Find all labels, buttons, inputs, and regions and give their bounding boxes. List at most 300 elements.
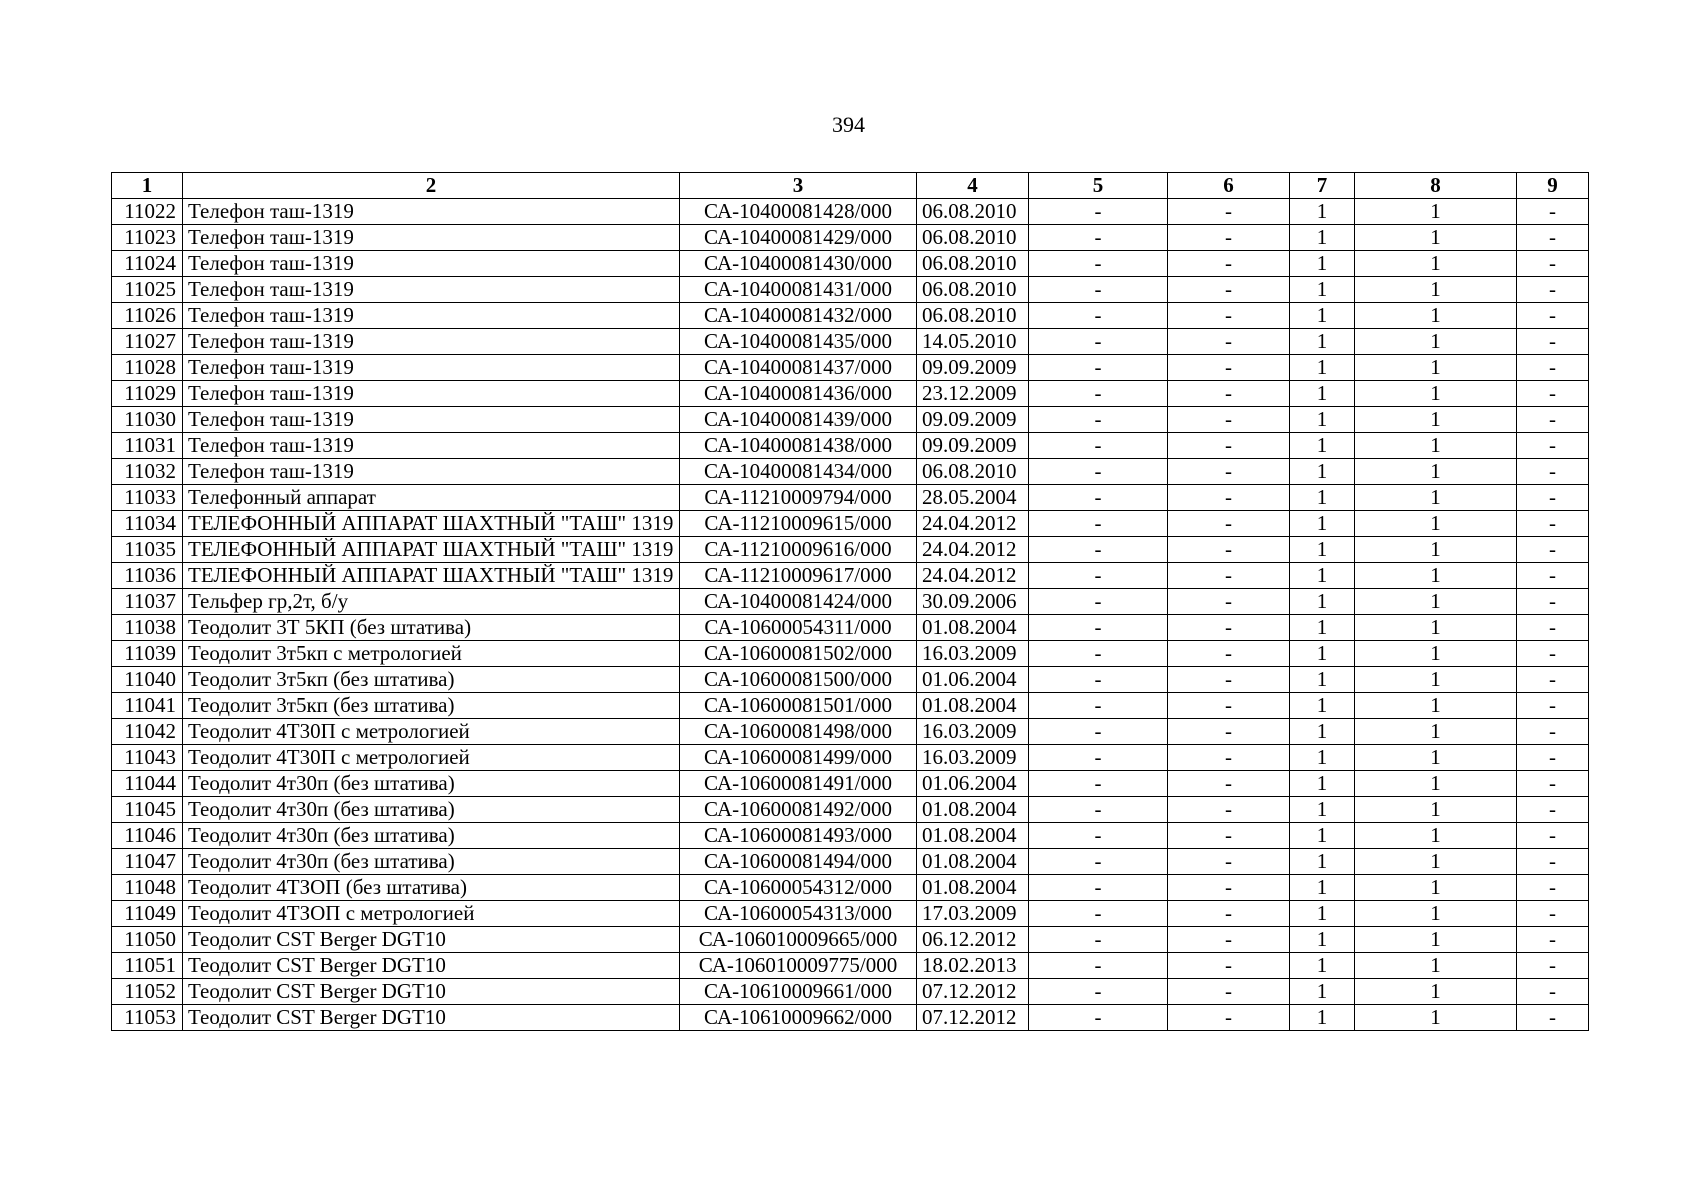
column-header: 4 — [917, 173, 1029, 199]
date: 06.08.2010 — [917, 251, 1029, 277]
inventory-code: СА-10600081493/000 — [680, 823, 917, 849]
col-9-value: - — [1517, 459, 1589, 485]
col-6-value: - — [1168, 589, 1290, 615]
col-5-value: - — [1029, 927, 1168, 953]
row-number: 11047 — [112, 849, 183, 875]
col-5-value: - — [1029, 329, 1168, 355]
row-number: 11048 — [112, 875, 183, 901]
row-number: 11052 — [112, 979, 183, 1005]
row-number: 11026 — [112, 303, 183, 329]
table-row — [112, 407, 1589, 433]
table-row — [112, 953, 1589, 979]
row-number: 11046 — [112, 823, 183, 849]
inventory-code: СА-10400081429/000 — [680, 225, 917, 251]
col-5-value: - — [1029, 979, 1168, 1005]
date: 01.08.2004 — [917, 797, 1029, 823]
date: 06.12.2012 — [917, 927, 1029, 953]
col-8-value: 1 — [1355, 303, 1517, 329]
inventory-code: СА-10400081431/000 — [680, 277, 917, 303]
col-7-value: 1 — [1290, 355, 1355, 381]
row-number: 11022 — [112, 199, 183, 225]
col-6-value: - — [1168, 823, 1290, 849]
inventory-code: СА-10400081434/000 — [680, 459, 917, 485]
table-row — [112, 797, 1589, 823]
col-9-value: - — [1517, 771, 1589, 797]
col-8-value: 1 — [1355, 719, 1517, 745]
row-number: 11027 — [112, 329, 183, 355]
item-name: ТЕЛЕФОННЫЙ АППАРАТ ШАХТНЫЙ "ТАШ" 1319 — [183, 563, 680, 589]
col-8-value: 1 — [1355, 1005, 1517, 1031]
date: 28.05.2004 — [917, 485, 1029, 511]
column-header: 7 — [1290, 173, 1355, 199]
column-header: 3 — [680, 173, 917, 199]
col-5-value: - — [1029, 953, 1168, 979]
date: 07.12.2012 — [917, 1005, 1029, 1031]
col-9-value: - — [1517, 329, 1589, 355]
col-9-value: - — [1517, 979, 1589, 1005]
inventory-code: СА-106010009775/000 — [680, 953, 917, 979]
col-6-value: - — [1168, 277, 1290, 303]
row-number: 11043 — [112, 745, 183, 771]
row-number: 11041 — [112, 693, 183, 719]
col-7-value: 1 — [1290, 667, 1355, 693]
table-row — [112, 823, 1589, 849]
table-row — [112, 251, 1589, 277]
col-5-value: - — [1029, 355, 1168, 381]
date: 06.08.2010 — [917, 277, 1029, 303]
col-9-value: - — [1517, 589, 1589, 615]
col-9-value: - — [1517, 875, 1589, 901]
col-6-value: - — [1168, 329, 1290, 355]
date: 14.05.2010 — [917, 329, 1029, 355]
col-7-value: 1 — [1290, 329, 1355, 355]
col-8-value: 1 — [1355, 771, 1517, 797]
item-name: Телефон таш-1319 — [183, 407, 680, 433]
col-5-value: - — [1029, 875, 1168, 901]
inventory-code: СА-10600081500/000 — [680, 667, 917, 693]
col-6-value: - — [1168, 251, 1290, 277]
table-row — [112, 849, 1589, 875]
table-row — [112, 979, 1589, 1005]
row-number: 11040 — [112, 667, 183, 693]
item-name: Телефон таш-1319 — [183, 225, 680, 251]
table-row — [112, 1005, 1589, 1031]
col-6-value: - — [1168, 355, 1290, 381]
col-8-value: 1 — [1355, 329, 1517, 355]
col-7-value: 1 — [1290, 771, 1355, 797]
col-8-value: 1 — [1355, 979, 1517, 1005]
item-name: Теодолит CST Berger DGT10 — [183, 1005, 680, 1031]
inventory-code: СА-10600081498/000 — [680, 719, 917, 745]
column-header: 2 — [183, 173, 680, 199]
table-row — [112, 277, 1589, 303]
inventory-code: СА-11210009617/000 — [680, 563, 917, 589]
col-7-value: 1 — [1290, 511, 1355, 537]
col-6-value: - — [1168, 485, 1290, 511]
item-name: Тельфер гр,2т, б/у — [183, 589, 680, 615]
inventory-code: СА-10400081424/000 — [680, 589, 917, 615]
col-9-value: - — [1517, 797, 1589, 823]
col-6-value: - — [1168, 1005, 1290, 1031]
col-8-value: 1 — [1355, 407, 1517, 433]
row-number: 11035 — [112, 537, 183, 563]
col-7-value: 1 — [1290, 303, 1355, 329]
item-name: Теодолит 4т30п (без штатива) — [183, 823, 680, 849]
col-7-value: 1 — [1290, 277, 1355, 303]
col-9-value: - — [1517, 927, 1589, 953]
col-7-value: 1 — [1290, 719, 1355, 745]
date: 06.08.2010 — [917, 303, 1029, 329]
date: 01.08.2004 — [917, 875, 1029, 901]
item-name: ТЕЛЕФОННЫЙ АППАРАТ ШАХТНЫЙ "ТАШ" 1319 — [183, 537, 680, 563]
inventory-code: СА-11210009616/000 — [680, 537, 917, 563]
inventory-code: СА-10600054311/000 — [680, 615, 917, 641]
date: 16.03.2009 — [917, 745, 1029, 771]
col-7-value: 1 — [1290, 953, 1355, 979]
col-5-value: - — [1029, 433, 1168, 459]
inventory-code: СА-10600081492/000 — [680, 797, 917, 823]
col-7-value: 1 — [1290, 589, 1355, 615]
col-7-value: 1 — [1290, 537, 1355, 563]
column-header: 5 — [1029, 173, 1168, 199]
table-row — [112, 771, 1589, 797]
inventory-code: СА-10600054312/000 — [680, 875, 917, 901]
col-9-value: - — [1517, 199, 1589, 225]
col-5-value: - — [1029, 225, 1168, 251]
col-5-value: - — [1029, 771, 1168, 797]
col-7-value: 1 — [1290, 745, 1355, 771]
col-8-value: 1 — [1355, 849, 1517, 875]
item-name: Телефон таш-1319 — [183, 303, 680, 329]
item-name: Теодолит 3т5кп (без штатива) — [183, 667, 680, 693]
date: 06.08.2010 — [917, 459, 1029, 485]
col-9-value: - — [1517, 225, 1589, 251]
inventory-code: СА-11210009794/000 — [680, 485, 917, 511]
table-row — [112, 355, 1589, 381]
item-name: Телефон таш-1319 — [183, 459, 680, 485]
col-7-value: 1 — [1290, 563, 1355, 589]
inventory-code: СА-106010009665/000 — [680, 927, 917, 953]
inventory-code: СА-10600081499/000 — [680, 745, 917, 771]
date: 09.09.2009 — [917, 433, 1029, 459]
column-header: 9 — [1517, 173, 1589, 199]
col-5-value: - — [1029, 459, 1168, 485]
item-name: Телефон таш-1319 — [183, 381, 680, 407]
date: 07.12.2012 — [917, 979, 1029, 1005]
inventory-table — [111, 172, 1589, 1031]
col-8-value: 1 — [1355, 485, 1517, 511]
col-6-value: - — [1168, 849, 1290, 875]
inventory-code: СА-10400081430/000 — [680, 251, 917, 277]
col-7-value: 1 — [1290, 615, 1355, 641]
row-number: 11034 — [112, 511, 183, 537]
inventory-code: СА-11210009615/000 — [680, 511, 917, 537]
col-9-value: - — [1517, 407, 1589, 433]
table-row — [112, 459, 1589, 485]
col-6-value: - — [1168, 303, 1290, 329]
col-9-value: - — [1517, 849, 1589, 875]
col-5-value: - — [1029, 563, 1168, 589]
col-8-value: 1 — [1355, 511, 1517, 537]
col-5-value: - — [1029, 745, 1168, 771]
col-5-value: - — [1029, 1005, 1168, 1031]
col-6-value: - — [1168, 667, 1290, 693]
row-number: 11029 — [112, 381, 183, 407]
table-row — [112, 667, 1589, 693]
col-9-value: - — [1517, 667, 1589, 693]
col-8-value: 1 — [1355, 745, 1517, 771]
row-number: 11030 — [112, 407, 183, 433]
col-9-value: - — [1517, 537, 1589, 563]
date: 01.08.2004 — [917, 823, 1029, 849]
row-number: 11050 — [112, 927, 183, 953]
item-name: Телефон таш-1319 — [183, 355, 680, 381]
col-7-value: 1 — [1290, 199, 1355, 225]
col-8-value: 1 — [1355, 797, 1517, 823]
col-5-value: - — [1029, 485, 1168, 511]
date: 06.08.2010 — [917, 225, 1029, 251]
col-9-value: - — [1517, 1005, 1589, 1031]
col-8-value: 1 — [1355, 251, 1517, 277]
row-number: 11038 — [112, 615, 183, 641]
col-6-value: - — [1168, 407, 1290, 433]
col-5-value: - — [1029, 589, 1168, 615]
table-header-row — [112, 173, 1589, 199]
col-9-value: - — [1517, 641, 1589, 667]
item-name: Теодолит 4т30п (без штатива) — [183, 797, 680, 823]
inventory-code: СА-10610009661/000 — [680, 979, 917, 1005]
col-5-value: - — [1029, 797, 1168, 823]
table-row — [112, 693, 1589, 719]
inventory-code: СА-10400081435/000 — [680, 329, 917, 355]
col-9-value: - — [1517, 511, 1589, 537]
table-body — [112, 199, 1589, 1031]
col-6-value: - — [1168, 433, 1290, 459]
col-8-value: 1 — [1355, 667, 1517, 693]
column-header: 6 — [1168, 173, 1290, 199]
inventory-code: СА-10400081436/000 — [680, 381, 917, 407]
col-7-value: 1 — [1290, 407, 1355, 433]
row-number: 11053 — [112, 1005, 183, 1031]
table-row — [112, 563, 1589, 589]
col-7-value: 1 — [1290, 693, 1355, 719]
col-8-value: 1 — [1355, 225, 1517, 251]
column-header: 8 — [1355, 173, 1517, 199]
item-name: Теодолит 4т30п (без штатива) — [183, 771, 680, 797]
item-name: Теодолит 3т5кп (без штатива) — [183, 693, 680, 719]
item-name: Телефон таш-1319 — [183, 329, 680, 355]
col-6-value: - — [1168, 927, 1290, 953]
col-6-value: - — [1168, 745, 1290, 771]
item-name: Теодолит 4ТЗОП (без штатива) — [183, 875, 680, 901]
item-name: Теодолит 3Т 5КП (без штатива) — [183, 615, 680, 641]
row-number: 11033 — [112, 485, 183, 511]
table-row — [112, 719, 1589, 745]
item-name: Теодолит 3т5кп с метрологией — [183, 641, 680, 667]
item-name: Телефон таш-1319 — [183, 199, 680, 225]
table-row — [112, 433, 1589, 459]
table-row — [112, 927, 1589, 953]
inventory-code: СА-10600054313/000 — [680, 901, 917, 927]
date: 17.03.2009 — [917, 901, 1029, 927]
col-8-value: 1 — [1355, 927, 1517, 953]
row-number: 11037 — [112, 589, 183, 615]
col-6-value: - — [1168, 537, 1290, 563]
inventory-code: СА-10400081432/000 — [680, 303, 917, 329]
col-8-value: 1 — [1355, 355, 1517, 381]
table-row — [112, 381, 1589, 407]
col-6-value: - — [1168, 459, 1290, 485]
col-5-value: - — [1029, 251, 1168, 277]
row-number: 11024 — [112, 251, 183, 277]
col-9-value: - — [1517, 563, 1589, 589]
date: 24.04.2012 — [917, 537, 1029, 563]
date: 06.08.2010 — [917, 199, 1029, 225]
col-9-value: - — [1517, 953, 1589, 979]
col-8-value: 1 — [1355, 563, 1517, 589]
date: 23.12.2009 — [917, 381, 1029, 407]
inventory-code: СА-10400081439/000 — [680, 407, 917, 433]
item-name: Теодолит 4т30п (без штатива) — [183, 849, 680, 875]
item-name: Телефонный аппарат — [183, 485, 680, 511]
date: 30.09.2006 — [917, 589, 1029, 615]
inventory-code: СА-10400081428/000 — [680, 199, 917, 225]
page-number: 394 — [832, 112, 865, 137]
col-7-value: 1 — [1290, 849, 1355, 875]
col-5-value: - — [1029, 823, 1168, 849]
col-5-value: - — [1029, 641, 1168, 667]
inventory-code: СА-10400081438/000 — [680, 433, 917, 459]
date: 16.03.2009 — [917, 719, 1029, 745]
col-8-value: 1 — [1355, 537, 1517, 563]
col-9-value: - — [1517, 901, 1589, 927]
col-7-value: 1 — [1290, 1005, 1355, 1031]
col-6-value: - — [1168, 901, 1290, 927]
row-number: 11042 — [112, 719, 183, 745]
col-8-value: 1 — [1355, 953, 1517, 979]
item-name: Теодолит CST Berger DGT10 — [183, 927, 680, 953]
inventory-code: СА-10610009662/000 — [680, 1005, 917, 1031]
table-row — [112, 485, 1589, 511]
col-7-value: 1 — [1290, 459, 1355, 485]
col-7-value: 1 — [1290, 381, 1355, 407]
item-name: Теодолит CST Berger DGT10 — [183, 953, 680, 979]
col-8-value: 1 — [1355, 433, 1517, 459]
row-number: 11049 — [112, 901, 183, 927]
col-9-value: - — [1517, 745, 1589, 771]
col-6-value: - — [1168, 381, 1290, 407]
col-5-value: - — [1029, 277, 1168, 303]
col-6-value: - — [1168, 641, 1290, 667]
inventory-code: СА-10600081501/000 — [680, 693, 917, 719]
col-9-value: - — [1517, 355, 1589, 381]
col-6-value: - — [1168, 693, 1290, 719]
table-row — [112, 511, 1589, 537]
col-7-value: 1 — [1290, 251, 1355, 277]
col-8-value: 1 — [1355, 823, 1517, 849]
col-8-value: 1 — [1355, 875, 1517, 901]
col-9-value: - — [1517, 251, 1589, 277]
row-number: 11031 — [112, 433, 183, 459]
table-row — [112, 329, 1589, 355]
col-6-value: - — [1168, 771, 1290, 797]
col-9-value: - — [1517, 381, 1589, 407]
item-name: ТЕЛЕФОННЫЙ АППАРАТ ШАХТНЫЙ "ТАШ" 1319 — [183, 511, 680, 537]
col-7-value: 1 — [1290, 875, 1355, 901]
item-name: Телефон таш-1319 — [183, 251, 680, 277]
col-5-value: - — [1029, 199, 1168, 225]
col-9-value: - — [1517, 485, 1589, 511]
col-7-value: 1 — [1290, 927, 1355, 953]
inventory-code: СА-10600081494/000 — [680, 849, 917, 875]
row-number: 11025 — [112, 277, 183, 303]
col-8-value: 1 — [1355, 199, 1517, 225]
row-number: 11028 — [112, 355, 183, 381]
row-number: 11039 — [112, 641, 183, 667]
item-name: Теодолит 4Т30П с метрологией — [183, 745, 680, 771]
col-7-value: 1 — [1290, 225, 1355, 251]
table-row — [112, 641, 1589, 667]
col-5-value: - — [1029, 901, 1168, 927]
table-row — [112, 745, 1589, 771]
row-number: 11045 — [112, 797, 183, 823]
col-7-value: 1 — [1290, 901, 1355, 927]
item-name: Теодолит 4Т30П с метрологией — [183, 719, 680, 745]
col-7-value: 1 — [1290, 485, 1355, 511]
row-number: 11032 — [112, 459, 183, 485]
table-row — [112, 589, 1589, 615]
col-6-value: - — [1168, 199, 1290, 225]
row-number: 11036 — [112, 563, 183, 589]
table-row — [112, 199, 1589, 225]
table-row — [112, 225, 1589, 251]
date: 01.06.2004 — [917, 771, 1029, 797]
col-9-value: - — [1517, 693, 1589, 719]
col-9-value: - — [1517, 719, 1589, 745]
col-8-value: 1 — [1355, 693, 1517, 719]
col-5-value: - — [1029, 511, 1168, 537]
date: 01.06.2004 — [917, 667, 1029, 693]
date: 01.08.2004 — [917, 615, 1029, 641]
col-5-value: - — [1029, 667, 1168, 693]
col-6-value: - — [1168, 511, 1290, 537]
date: 01.08.2004 — [917, 849, 1029, 875]
col-6-value: - — [1168, 953, 1290, 979]
item-name: Теодолит CST Berger DGT10 — [183, 979, 680, 1005]
row-number: 11023 — [112, 225, 183, 251]
col-9-value: - — [1517, 277, 1589, 303]
col-8-value: 1 — [1355, 589, 1517, 615]
date: 16.03.2009 — [917, 641, 1029, 667]
col-8-value: 1 — [1355, 277, 1517, 303]
col-6-value: - — [1168, 225, 1290, 251]
col-7-value: 1 — [1290, 979, 1355, 1005]
col-9-value: - — [1517, 303, 1589, 329]
row-number: 11044 — [112, 771, 183, 797]
col-7-value: 1 — [1290, 641, 1355, 667]
col-9-value: - — [1517, 433, 1589, 459]
col-6-value: - — [1168, 615, 1290, 641]
col-5-value: - — [1029, 537, 1168, 563]
inventory-code: СА-10600081502/000 — [680, 641, 917, 667]
col-8-value: 1 — [1355, 381, 1517, 407]
col-6-value: - — [1168, 563, 1290, 589]
table-row — [112, 537, 1589, 563]
col-8-value: 1 — [1355, 615, 1517, 641]
date: 09.09.2009 — [917, 407, 1029, 433]
item-name: Телефон таш-1319 — [183, 433, 680, 459]
col-5-value: - — [1029, 615, 1168, 641]
